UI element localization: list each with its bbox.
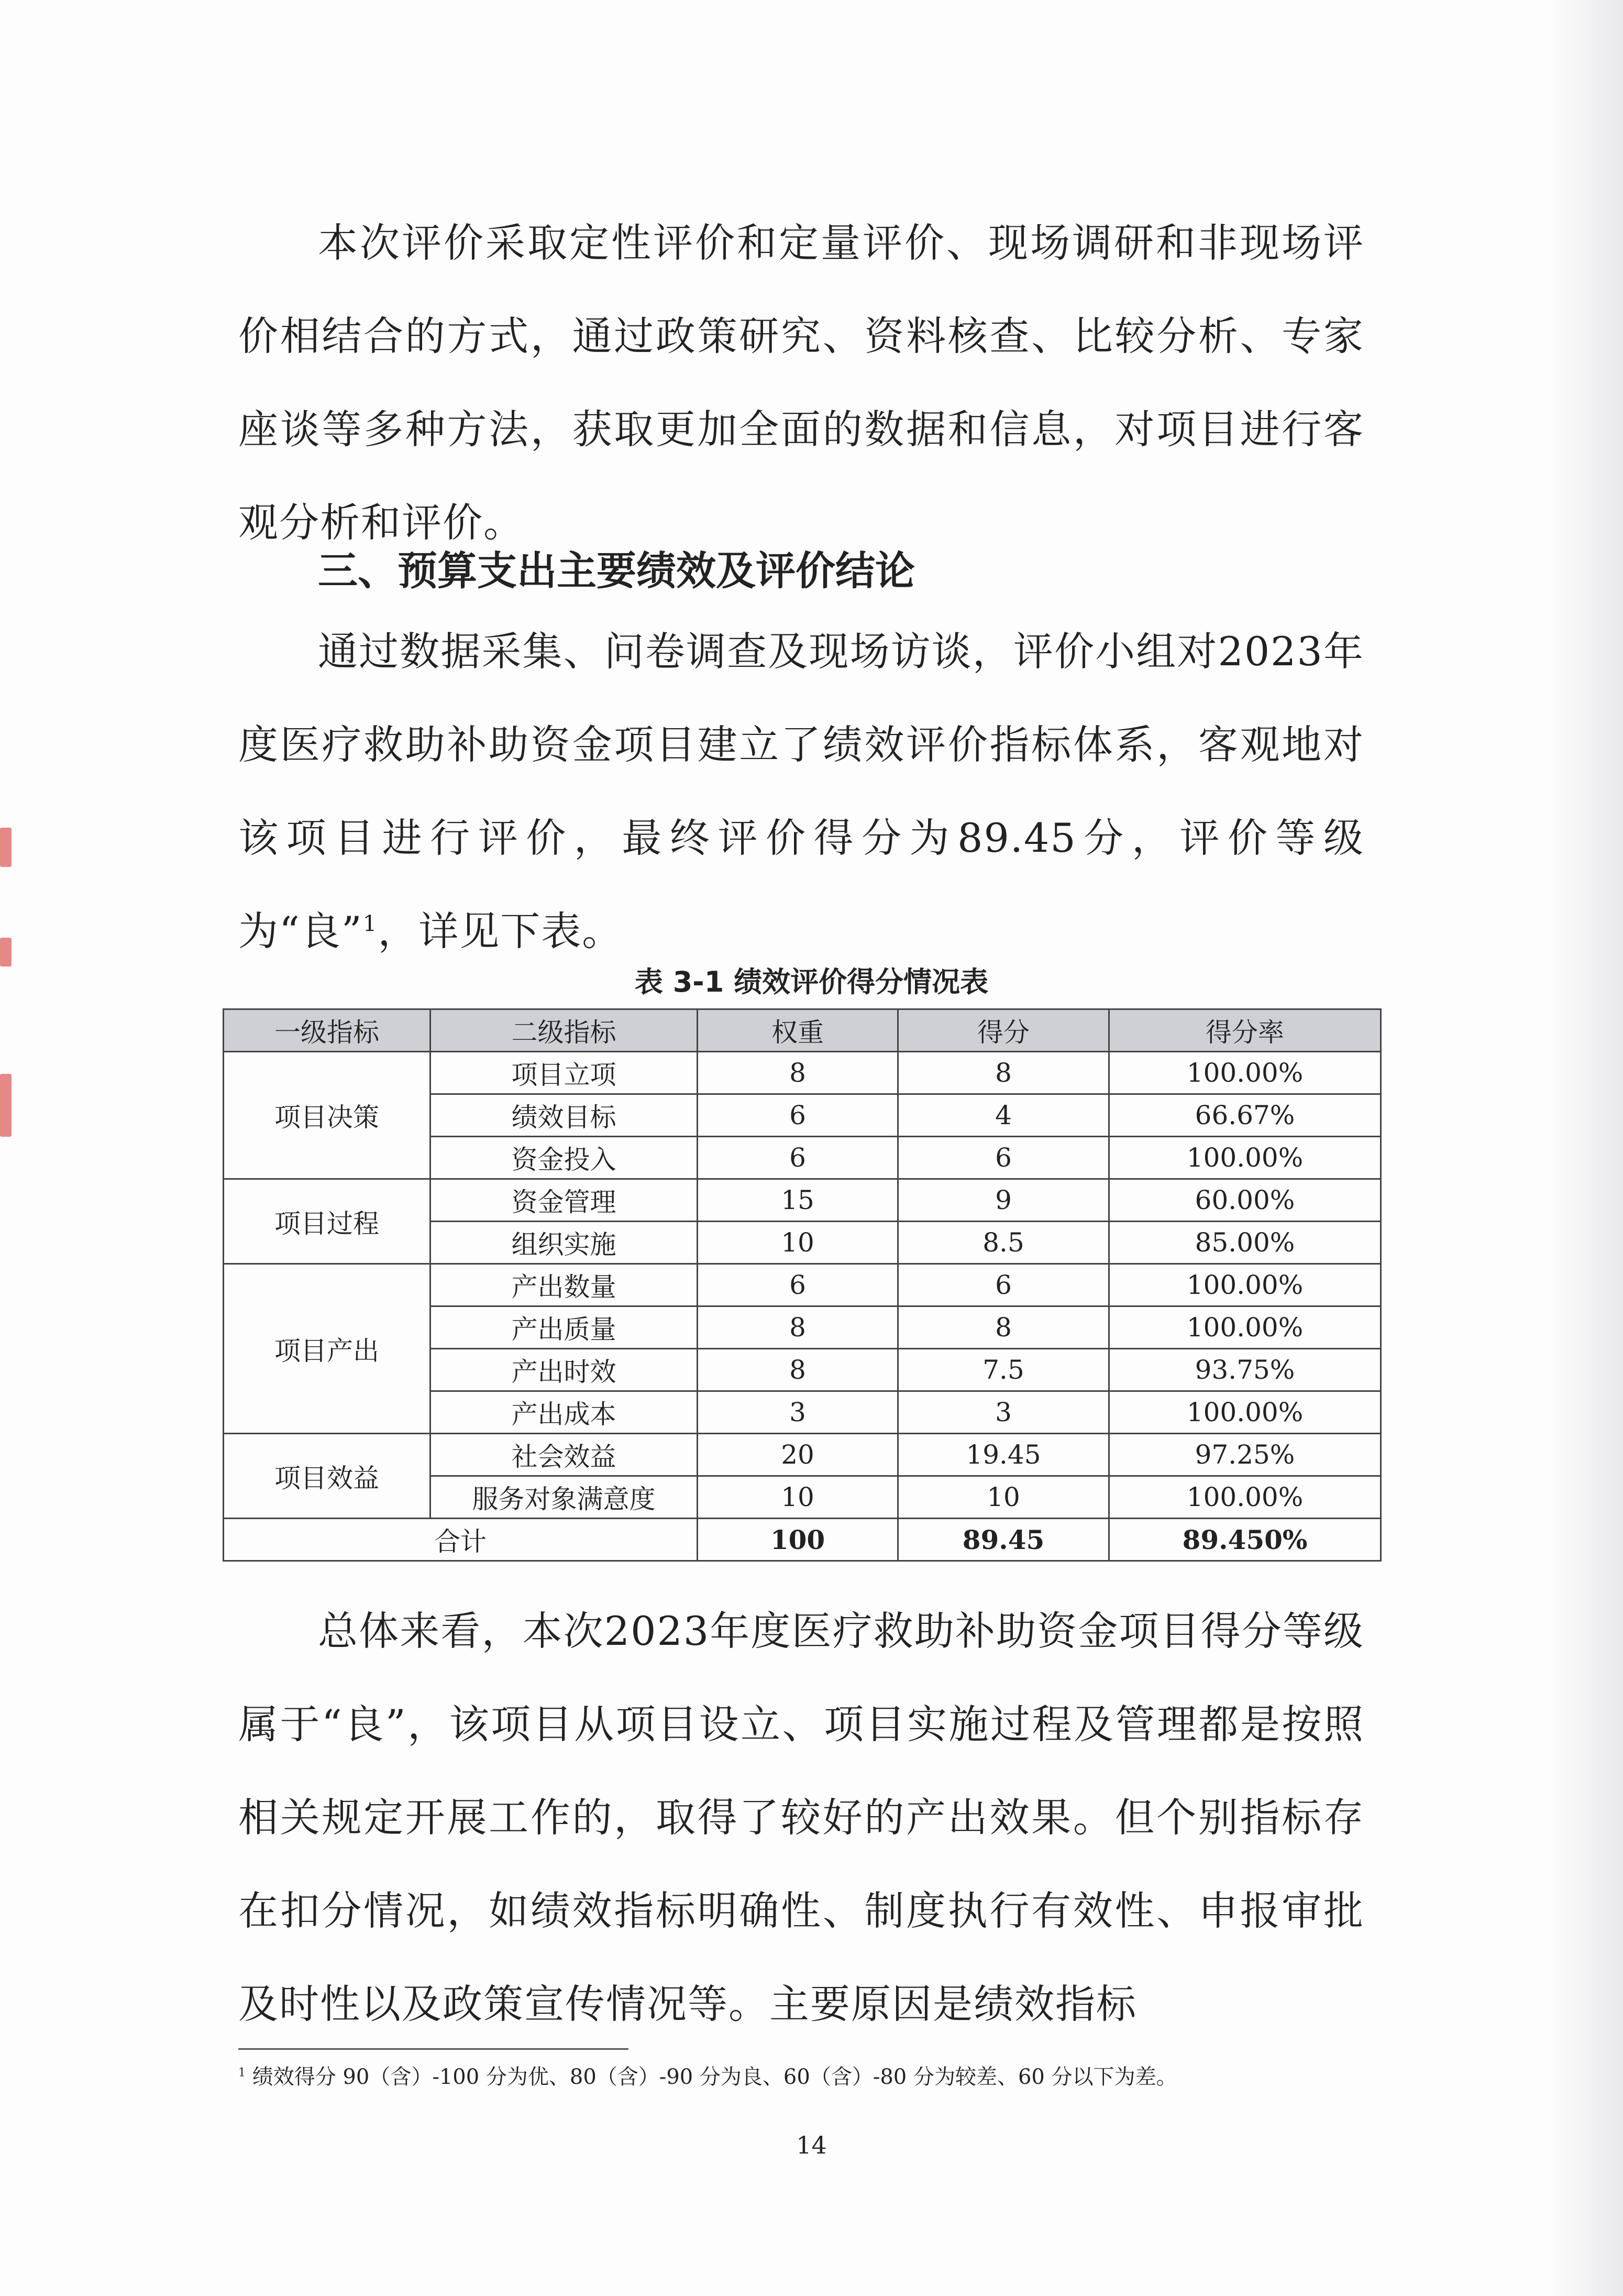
- score-cell: 8.5: [898, 1222, 1109, 1264]
- table-total-row: [224, 1519, 1381, 1561]
- header-level2: 二级指标: [430, 1009, 698, 1052]
- total-rate: 89.450%: [1109, 1519, 1381, 1561]
- table-row: [224, 1179, 1381, 1222]
- weight-cell: 10: [698, 1476, 898, 1519]
- total-score: 89.45: [898, 1519, 1109, 1561]
- rate-cell: 100.00%: [1109, 1391, 1381, 1434]
- total-label: 合计: [224, 1519, 698, 1561]
- total-weight: 100: [698, 1519, 898, 1561]
- level2-cell: 社会效益: [430, 1434, 698, 1476]
- level2-cell: 项目立项: [430, 1052, 698, 1094]
- score-cell: 3: [898, 1391, 1109, 1434]
- level1-cell: 项目决策: [224, 1052, 430, 1179]
- score-cell: 10: [898, 1476, 1109, 1519]
- rate-cell: 100.00%: [1109, 1476, 1381, 1519]
- score-cell: 8: [898, 1052, 1109, 1094]
- table-header-row: [224, 1009, 1381, 1052]
- level2-cell: 绩效目标: [430, 1094, 698, 1137]
- rate-cell: 60.00%: [1109, 1179, 1381, 1222]
- score-cell: 6: [898, 1264, 1109, 1306]
- rate-cell: 100.00%: [1109, 1137, 1381, 1179]
- level2-cell: 产出质量: [430, 1306, 698, 1349]
- rate-cell: 97.25%: [1109, 1434, 1381, 1476]
- score-cell: 9: [898, 1179, 1109, 1222]
- weight-cell: 10: [698, 1222, 898, 1264]
- footnote-reference: 1: [362, 910, 378, 937]
- score-cell: 19.45: [898, 1434, 1109, 1476]
- footnote-text: 绩效得分 90（含）-100 分为优、80（含）-90 分为良、60（含）-80 分为较差、60 分以下为差。: [252, 2065, 1177, 2089]
- table-row: [224, 1264, 1381, 1306]
- page-number: 14: [796, 2131, 827, 2159]
- paragraph-evaluation-result: [238, 605, 1364, 978]
- weight-cell: 3: [698, 1391, 898, 1434]
- score-cell: 4: [898, 1094, 1109, 1137]
- level1-cell: 项目效益: [224, 1434, 430, 1519]
- paragraph-3-text: 总体来看，本次2023年度医疗救助补助资金项目得分等级属于“良”，该项目从项目设立、项目实施过程及管理都是按照相关规定开展工作的，取得了较好的产出效果。但个别指标存在扣分情况，如绩效指标明确性、制度执行有效性、申报审批及时性以及政策宣传情况等。主要原因是绩效指标: [238, 1608, 1364, 2027]
- paragraph-2-main: 通过数据采集、问卷调查及现场访谈，评价小组对2023年度医疗救助补助资金项目建立了绩效评价指标体系，客观地对该项目进行评价，最终评价得分为89.45分，评价等级为“良”: [238, 628, 1364, 954]
- header-level1: 一级指标: [224, 1009, 430, 1052]
- weight-cell: 6: [698, 1137, 898, 1179]
- weight-cell: 8: [698, 1306, 898, 1349]
- footnote: [238, 2061, 1177, 2093]
- level2-cell: 资金投入: [430, 1137, 698, 1179]
- rate-cell: 93.75%: [1109, 1349, 1381, 1391]
- rate-cell: 85.00%: [1109, 1222, 1381, 1264]
- level1-cell: 项目产出: [224, 1264, 430, 1434]
- paragraph-2-text: [238, 605, 1364, 978]
- weight-cell: 8: [698, 1052, 898, 1094]
- red-seal-fragment-bottom: [0, 1074, 12, 1137]
- rate-cell: 100.00%: [1109, 1052, 1381, 1094]
- rate-cell: 100.00%: [1109, 1264, 1381, 1306]
- weight-cell: 8: [698, 1349, 898, 1391]
- level2-cell: 产出成本: [430, 1391, 698, 1434]
- table-row: [224, 1052, 1381, 1094]
- scan-edge-shadow: [1550, 0, 1623, 2296]
- level2-cell: 组织实施: [430, 1222, 698, 1264]
- level2-cell: 产出时效: [430, 1349, 698, 1391]
- weight-cell: 6: [698, 1264, 898, 1306]
- level2-cell: 资金管理: [430, 1179, 698, 1222]
- rate-cell: 66.67%: [1109, 1094, 1381, 1137]
- paragraph-evaluation-method: [238, 196, 1364, 569]
- weight-cell: 20: [698, 1434, 898, 1476]
- score-cell: 7.5: [898, 1349, 1109, 1391]
- score-cell: 8: [898, 1306, 1109, 1349]
- paragraph-1-text: 本次评价采取定性评价和定量评价、现场调研和非现场评价相结合的方式，通过政策研究、资料核查、比较分析、专家座谈等多种方法，获取更加全面的数据和信息，对项目进行客观分析和评价。: [238, 219, 1364, 546]
- weight-cell: 6: [698, 1094, 898, 1137]
- footnote-mark: 1: [238, 2066, 246, 2080]
- red-seal-fragment-top: [0, 828, 12, 867]
- score-cell: 6: [898, 1137, 1109, 1179]
- table-row: [224, 1434, 1381, 1476]
- paragraph-2-tail: ，详见下表。: [378, 908, 623, 954]
- table-title: 表 3-1 绩效评价得分情况表: [634, 965, 989, 998]
- header-score: 得分: [898, 1009, 1109, 1052]
- rate-cell: 100.00%: [1109, 1306, 1381, 1349]
- header-weight: 权重: [698, 1009, 898, 1052]
- score-table: [223, 1008, 1382, 1562]
- level2-cell: 服务对象满意度: [430, 1476, 698, 1519]
- paragraph-overall-assessment: [238, 1585, 1364, 2051]
- footnote-divider: [238, 2048, 628, 2050]
- section-heading: 三、预算支出主要绩效及评价结论: [318, 547, 915, 594]
- header-rate: 得分率: [1109, 1009, 1381, 1052]
- level1-cell: 项目过程: [224, 1179, 430, 1264]
- level2-cell: 产出数量: [430, 1264, 698, 1306]
- weight-cell: 15: [698, 1179, 898, 1222]
